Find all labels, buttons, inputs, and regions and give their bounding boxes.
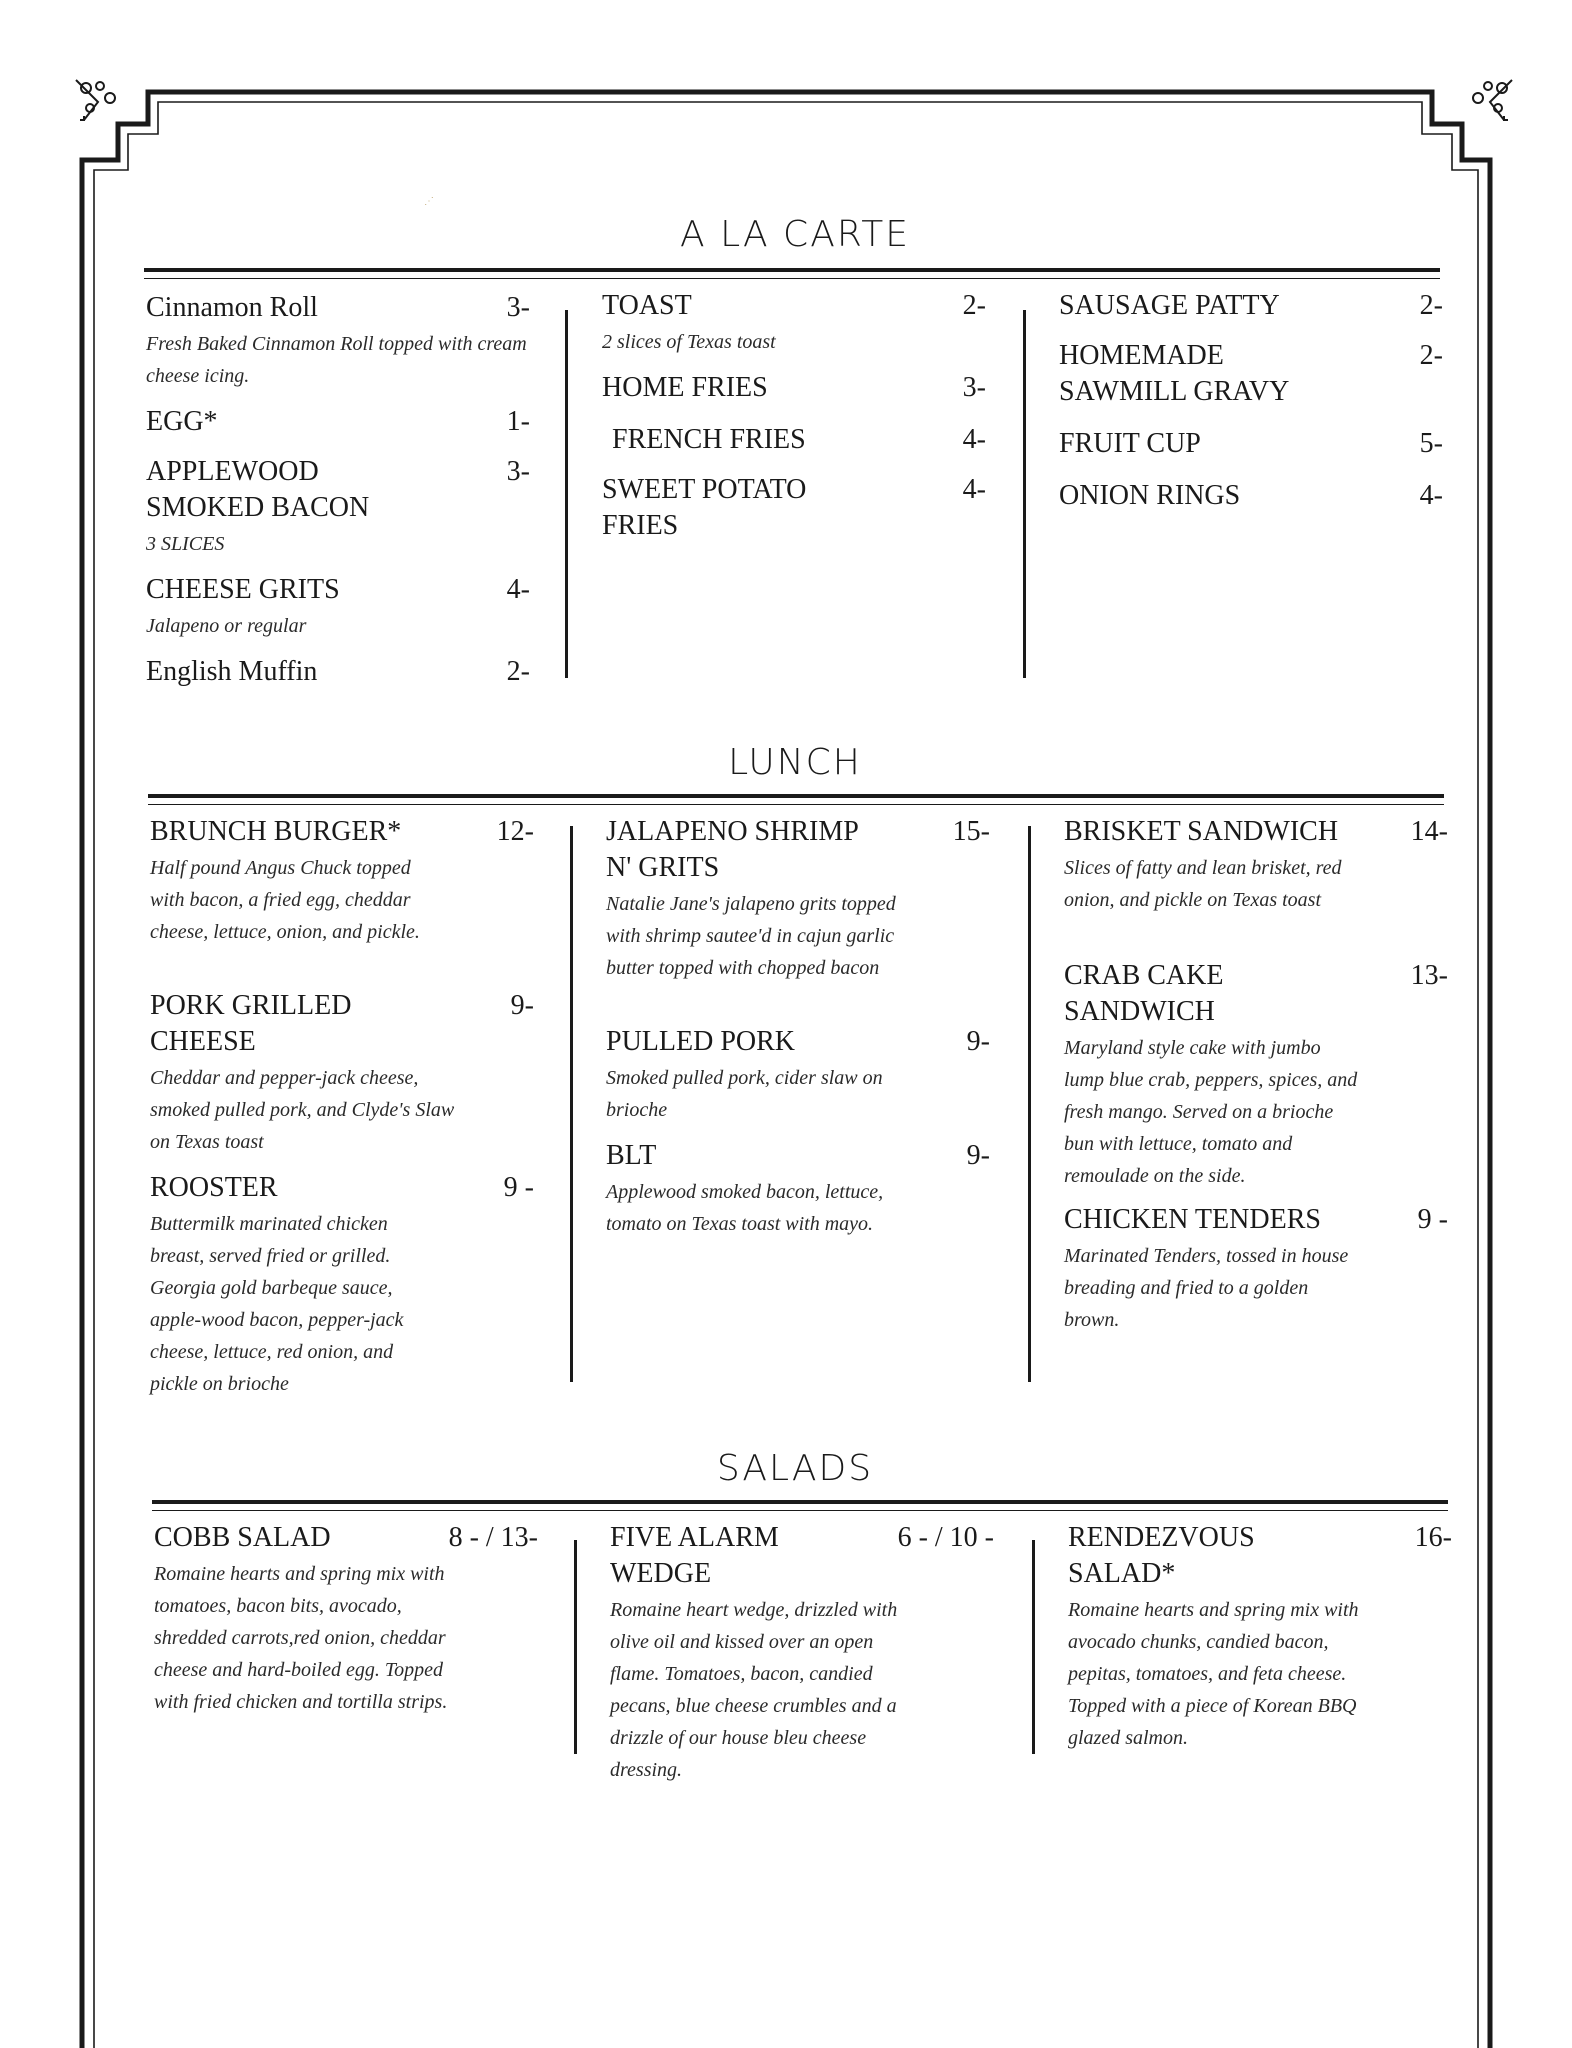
- menu-item: [1068, 1520, 1452, 1754]
- item-name: EGG*: [146, 406, 218, 437]
- item-name: English Muffin: [146, 656, 318, 687]
- item-description: 3 SLICES: [146, 533, 225, 555]
- section-rule: [152, 1510, 1448, 1511]
- item-name: SAUSAGE PATTY: [1059, 290, 1280, 321]
- item-name: PULLED PORK: [606, 1026, 796, 1057]
- salads-column-3: [1068, 1520, 1452, 1750]
- item-price: 16-: [1414, 1522, 1452, 1553]
- item-price: 4-: [1419, 480, 1443, 511]
- lunch-column-2: [606, 814, 990, 1294]
- item-price: 2-: [506, 656, 530, 687]
- item-price: 4-: [962, 424, 986, 455]
- column-divider: [574, 1540, 577, 1754]
- item-price: 9-: [510, 990, 534, 1021]
- item-price: 9 -: [1417, 1204, 1448, 1235]
- column-divider: [570, 826, 573, 1382]
- menu-item: [150, 814, 534, 948]
- item-name: ONION RINGS: [1059, 480, 1241, 511]
- menu-item: [1059, 426, 1443, 462]
- item-description: Cheddar and pepper-jack cheese, smoked pulled pork, and Clyde's Slaw on Texas toast: [150, 1067, 455, 1153]
- item-name: HOME FRIES: [602, 372, 768, 403]
- column-divider: [1023, 310, 1026, 678]
- floral-ornament-left-icon: [70, 74, 126, 130]
- menu-item: [602, 472, 986, 544]
- item-name: FRENCH FRIES: [612, 424, 806, 455]
- menu-item: [606, 1138, 990, 1240]
- item-name: ROOSTER: [150, 1172, 278, 1203]
- section-rule: [144, 278, 1440, 279]
- item-name: RENDEZVOUS SALAD*: [1068, 1522, 1255, 1589]
- item-price: 8 - / 13-: [448, 1522, 538, 1553]
- menu-item: [1064, 814, 1448, 916]
- item-name: BLT: [606, 1140, 657, 1171]
- item-name: CHICKEN TENDERS: [1064, 1204, 1321, 1235]
- menu-item: [1059, 338, 1443, 410]
- item-description: 2 slices of Texas toast: [602, 331, 776, 353]
- menu-item: [1059, 288, 1443, 324]
- item-price: 12-: [496, 816, 534, 847]
- salads-column-1: [154, 1520, 538, 1750]
- item-name: CRAB CAKE SANDWICH: [1064, 960, 1224, 1027]
- floral-ornament-right-icon: [1462, 74, 1518, 130]
- menu-item: [1059, 478, 1443, 514]
- a-la-carte-column-3: [1059, 288, 1443, 548]
- item-price: 15-: [952, 816, 990, 847]
- item-description: Romaine hearts and spring mix with tomatoes, bacon bits, avocado, shredded carrots,red onion, cheddar cheese and hard-boiled egg. Topped with fried chicken and tortilla strips.: [154, 1563, 448, 1713]
- lunch-column-3: [1064, 814, 1448, 1354]
- item-price: 1-: [506, 406, 530, 437]
- item-description: Buttermilk marinated chicken breast, served fried or grilled. Georgia gold barbeque sauce, apple-wood bacon, pepper-jack cheese, lettuce, red onion, and pickle on brioche: [150, 1213, 404, 1395]
- column-divider: [1028, 826, 1031, 1382]
- menu-item: [606, 814, 990, 984]
- menu-item: [606, 1024, 990, 1126]
- salads-column-2: [610, 1520, 994, 1780]
- item-name: Cinnamon Roll: [146, 292, 318, 323]
- paper-speck: ⋰: [424, 196, 434, 207]
- item-price: 4-: [962, 474, 986, 505]
- item-price: 5-: [1419, 428, 1443, 459]
- item-name: SWEET POTATO FRIES: [602, 474, 807, 541]
- menu-item: [146, 572, 530, 642]
- menu-item: [1064, 958, 1448, 1192]
- item-description: Maryland style cake with jumbo lump blue crab, peppers, spices, and fresh mango. Served on a brioche bun with lettuce, tomato and remoulade on the side.: [1064, 1037, 1358, 1187]
- item-description: Marinated Tenders, tossed in house breading and fried to a golden brown.: [1064, 1245, 1349, 1331]
- item-price: 2-: [1419, 290, 1443, 321]
- a-la-carte-column-1: [146, 290, 530, 690]
- item-price: 2-: [962, 290, 986, 321]
- section-rule: [152, 1500, 1448, 1504]
- item-name: FRUIT CUP: [1059, 428, 1201, 459]
- menu-item: [146, 290, 530, 392]
- item-price: 3-: [506, 292, 530, 323]
- section-title-salads: SALADS: [716, 1448, 874, 1489]
- item-description: Half pound Angus Chuck topped with bacon, a fried egg, cheddar cheese, lettuce, onion, and pickle.: [150, 857, 420, 943]
- menu-item: [602, 370, 986, 406]
- item-price: 14-: [1410, 816, 1448, 847]
- section-title-a-la-carte: A LA CARTE: [680, 214, 910, 255]
- section-rule: [144, 268, 1440, 272]
- item-description: Jalapeno or regular: [146, 615, 307, 637]
- menu-item: [150, 1170, 534, 1400]
- menu-item: [146, 404, 530, 440]
- menu-item: [146, 454, 530, 560]
- item-price: 4-: [506, 574, 530, 605]
- item-description: Applewood smoked bacon, lettuce, tomato on Texas toast with mayo.: [606, 1181, 884, 1235]
- item-description: Romaine heart wedge, drizzled with olive oil and kissed over an open flame. Tomatoes, bacon, candied pecans, blue cheese crumbles and a drizzle of our house bleu cheese dressing.: [610, 1599, 898, 1781]
- menu-item: [150, 988, 534, 1158]
- section-rule: [148, 794, 1444, 798]
- menu-item: [146, 654, 530, 690]
- item-name: TOAST: [602, 290, 692, 321]
- item-name: JALAPENO SHRIMP N' GRITS: [606, 816, 858, 883]
- menu-item: [1064, 1202, 1448, 1336]
- item-name: APPLEWOOD SMOKED BACON: [146, 456, 370, 523]
- item-price: 2-: [1419, 340, 1443, 371]
- menu-item: [602, 288, 986, 358]
- lunch-column-1: [150, 814, 534, 1404]
- item-name: CHEESE GRITS: [146, 574, 340, 605]
- item-price: 3-: [962, 372, 986, 403]
- section-title-lunch: LUNCH: [728, 742, 862, 783]
- column-divider: [565, 310, 568, 678]
- menu-item: [612, 422, 986, 458]
- menu-item: [154, 1520, 538, 1718]
- item-description: Smoked pulled pork, cider slaw on brioche: [606, 1067, 883, 1121]
- section-rule: [148, 804, 1444, 805]
- item-description: Slices of fatty and lean brisket, red onion, and pickle on Texas toast: [1064, 857, 1342, 911]
- item-price: 6 - / 10 -: [897, 1522, 994, 1553]
- item-name: FIVE ALARM WEDGE: [610, 1522, 779, 1589]
- item-price: 9 -: [503, 1172, 534, 1203]
- item-name: BRUNCH BURGER*: [150, 816, 402, 847]
- item-price: 13-: [1410, 960, 1448, 991]
- item-name: COBB SALAD: [154, 1522, 331, 1553]
- column-divider: [1032, 1540, 1035, 1754]
- menu-item: [610, 1520, 994, 1786]
- a-la-carte-column-2: [602, 288, 986, 588]
- item-description: Fresh Baked Cinnamon Roll topped with cream cheese icing.: [146, 333, 527, 387]
- item-name: HOMEMADE SAWMILL GRAVY: [1059, 340, 1290, 407]
- item-price: 3-: [506, 456, 530, 487]
- item-name: BRISKET SANDWICH: [1064, 816, 1339, 847]
- item-price: 9-: [966, 1026, 990, 1057]
- item-description: Natalie Jane's jalapeno grits topped with shrimp sautee'd in cajun garlic butter topped with chopped bacon: [606, 893, 896, 979]
- item-price: 9-: [966, 1140, 990, 1171]
- item-name: PORK GRILLED CHEESE: [150, 990, 352, 1057]
- item-description: Romaine hearts and spring mix with avocado chunks, candied bacon, pepitas, tomatoes, and feta cheese. Topped with a piece of Korean BBQ glazed salmon.: [1068, 1599, 1359, 1749]
